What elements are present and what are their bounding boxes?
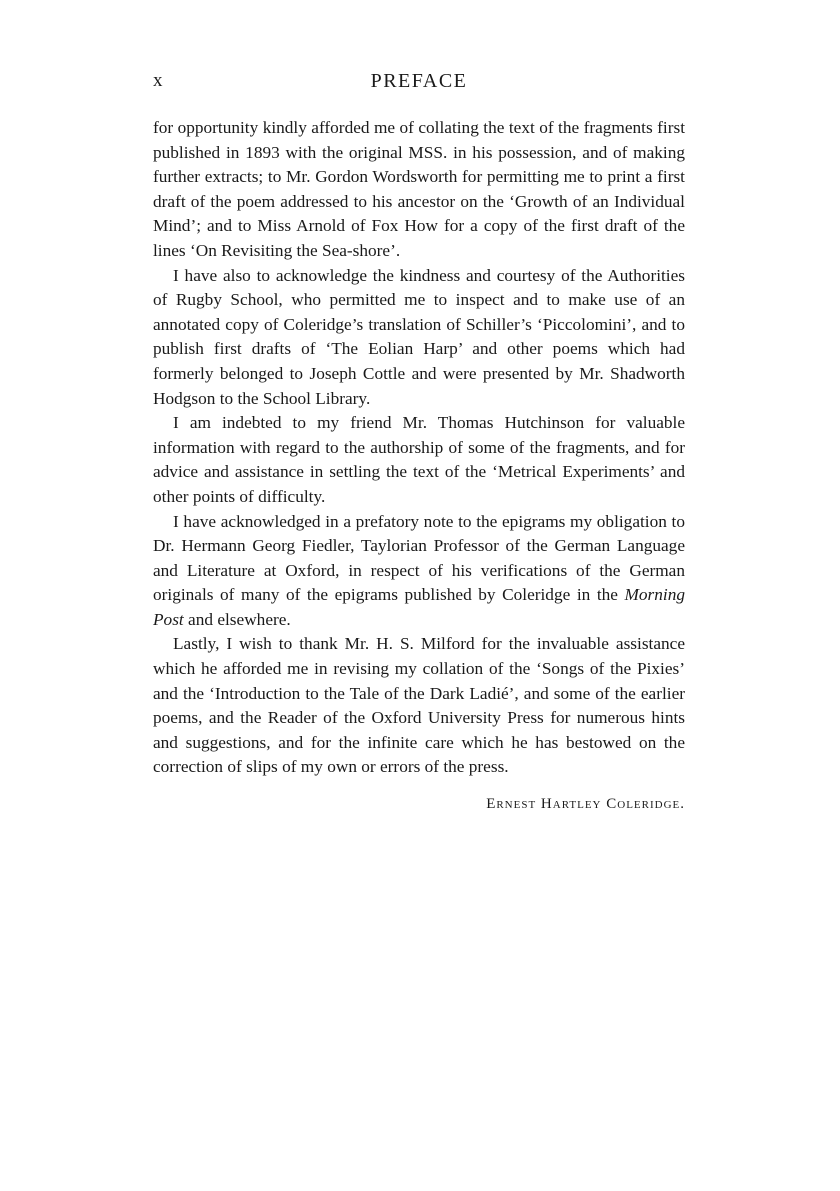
page-number: x [153,70,164,91]
paragraph-fiedler [153,510,685,633]
paragraph-text-end: and elsewhere. [183,609,291,629]
paragraph-text: for opportunity kindly afforded me of collating the text of the fragments first published in 1893 with the original MSS. in his possession, and of making further extracts; to Mr. Gordon Wordsworth for permitting me to print a first draft of the poem addressed to his ancestor on the ‘Growth of an Individual Mind’; and to Miss Arnold of Fox How for a copy of the first draft of the lines ‘On Revisiting the Sea-shore’. [153,118,685,260]
running-head-title: PREFACE [370,70,468,92]
page-content [153,66,685,813]
paragraph-text: I have acknowledged in a prefatory note to the epigrams my obligation to Dr. Hermann Georg Fiedler, Taylorian Professor of the German Language and Literature at Oxford, in respect of his verifications of the German originals of many of the epigrams published by Coleridge in the [153,511,685,605]
paragraph-hutchinson [153,411,685,509]
paragraph-text: Lastly, I wish to thank Mr. H. S. Milford for the invaluable assistance which he afforded me in revising my collation of the ‘Songs of the Pixies’ and the ‘Introduction to the Tale of the Dark Ladié’, and some of the earlier poems, and the Reader of the Oxford University Press for numerous hints and suggestions, and for the infinite care which he has bestowed on the correction of slips of my own or errors of the press. [153,634,685,777]
paragraph-continuation [153,116,685,264]
paragraph-text: I have also to acknowledge the kindness and courtesy of the Authorities of Rugby School, who permitted me to inspect and to make use of an annotated copy of Coleridge’s translation of Schiller’s ‘Piccolomini’, and to publish first drafts of ‘The Eolian Harp’ and other poems which had formerly belonged to Joseph Cottle and were presented by Mr. Shadworth Hodgson to the School Library. [153,265,685,408]
italic-title-morning-post: Morning Post [153,585,685,629]
paragraph-text: I am indebted to my friend Mr. Thomas Hutchinson for valuable information with regard to the authorship of some of the fragments, and for advice and assistance in settling the text of the ‘Metrical Experiments’ and other points of difficulty. [153,413,685,506]
author-signature: Ernest Hartley Coleridge. [486,796,685,813]
paragraph-milford [153,632,685,780]
page-header [153,66,685,102]
paragraph-rugby-school [153,264,685,412]
